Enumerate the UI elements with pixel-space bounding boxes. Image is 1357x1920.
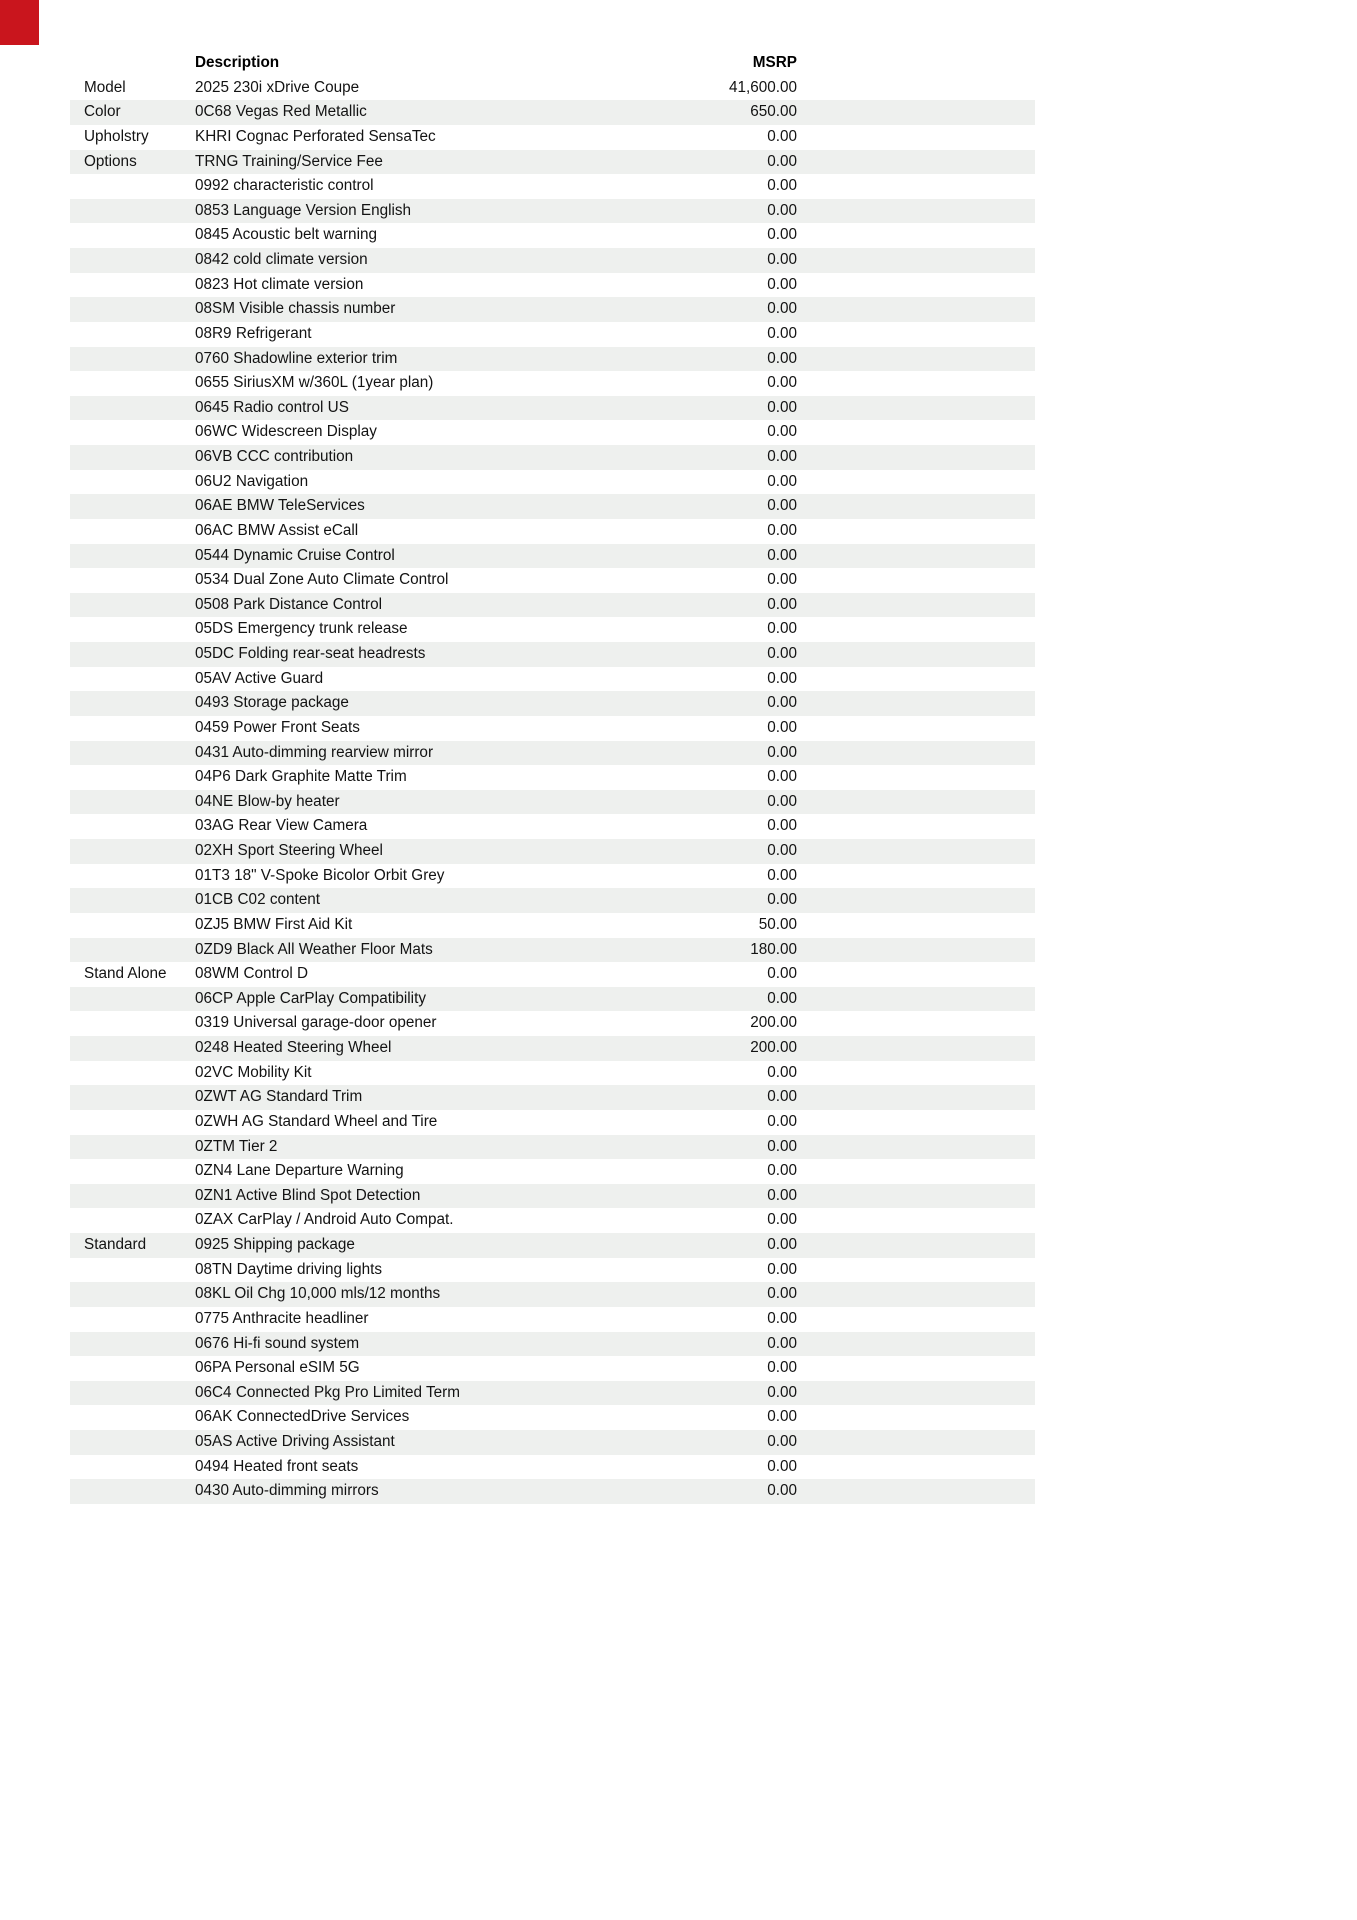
table-row xyxy=(70,1381,1035,1406)
description-cell: 06AE BMW TeleServices xyxy=(195,497,365,515)
table-row xyxy=(70,1455,1035,1480)
table-row xyxy=(70,1479,1035,1504)
table-row xyxy=(70,174,1035,199)
table-row xyxy=(70,1135,1035,1160)
msrp-cell: 0.00 xyxy=(767,275,797,293)
msrp-cell: 0.00 xyxy=(767,595,797,613)
table-row xyxy=(70,814,1035,839)
table-row xyxy=(70,1233,1035,1258)
table-row xyxy=(70,716,1035,741)
description-cell: 04P6 Dark Graphite Matte Trim xyxy=(195,768,407,786)
description-cell: 01CB C02 content xyxy=(195,891,321,909)
msrp-cell: 0.00 xyxy=(767,1186,797,1204)
description-cell: 0992 characteristic control xyxy=(195,177,374,195)
msrp-cell: 0.00 xyxy=(767,546,797,564)
description-cell: 0ZD9 Black All Weather Floor Mats xyxy=(195,940,433,958)
description-cell: 0645 Radio control US xyxy=(195,398,349,416)
msrp-cell: 0.00 xyxy=(767,571,797,589)
vehicle-options-table xyxy=(70,51,1035,1504)
description-cell: 06CP Apple CarPlay Compatibility xyxy=(195,989,426,1007)
table-row xyxy=(70,519,1035,544)
description-cell: 05DC Folding rear-seat headrests xyxy=(195,645,426,662)
category-cell: Standard xyxy=(84,1236,147,1253)
description-cell: 0459 Power Front Seats xyxy=(195,718,360,736)
description-cell: 0676 Hi-fi sound system xyxy=(195,1334,360,1352)
table-row xyxy=(70,938,1035,963)
description-cell: 03AG Rear View Camera xyxy=(195,817,368,835)
description-cell: 0248 Heated Steering Wheel xyxy=(195,1039,392,1056)
table-row xyxy=(70,347,1035,372)
table-row xyxy=(70,1036,1035,1061)
table-row xyxy=(70,1430,1035,1455)
category-cell: Options xyxy=(84,152,137,170)
description-cell: 0534 Dual Zone Auto Climate Control xyxy=(195,571,449,589)
table-row xyxy=(70,544,1035,569)
table-row xyxy=(70,593,1035,618)
msrp-cell: 0.00 xyxy=(767,1309,797,1327)
description-cell: 05DS Emergency trunk release xyxy=(195,620,408,638)
msrp-cell: 0.00 xyxy=(767,1359,797,1377)
table-row xyxy=(70,494,1035,519)
msrp-cell: 0.00 xyxy=(767,891,797,909)
msrp-cell: 0.00 xyxy=(767,201,797,219)
msrp-cell: 0.00 xyxy=(767,1334,797,1352)
table-row xyxy=(70,790,1035,815)
description-cell: 0ZWH AG Standard Wheel and Tire xyxy=(195,1112,438,1130)
description-cell: 06PA Personal eSIM 5G xyxy=(195,1359,360,1377)
msrp-cell: 41,600.00 xyxy=(728,78,797,96)
description-cell: 0842 cold climate version xyxy=(195,251,368,268)
table-row xyxy=(70,76,1035,101)
table-row xyxy=(70,1110,1035,1135)
table-row xyxy=(70,741,1035,766)
msrp-cell: 0.00 xyxy=(767,1260,797,1278)
msrp-cell: 0.00 xyxy=(767,300,797,318)
description-cell: 0494 Heated front seats xyxy=(195,1457,359,1475)
msrp-cell: 0.00 xyxy=(767,521,797,539)
table-row xyxy=(70,962,1035,987)
table-row xyxy=(70,1159,1035,1184)
msrp-cell: 0.00 xyxy=(767,472,797,490)
msrp-cell: 0.00 xyxy=(767,1236,797,1253)
msrp-cell: 0.00 xyxy=(767,374,797,392)
table-row xyxy=(70,100,1035,125)
description-cell: 05AV Active Guard xyxy=(195,669,324,687)
msrp-cell: 0.00 xyxy=(767,1211,797,1229)
description-cell: 0775 Anthracite headliner xyxy=(195,1309,369,1327)
msrp-cell: 0.00 xyxy=(767,398,797,416)
msrp-cell: 0.00 xyxy=(767,965,797,983)
msrp-cell: 0.00 xyxy=(767,1112,797,1130)
table-row xyxy=(70,667,1035,692)
msrp-cell: 0.00 xyxy=(767,349,797,367)
msrp-cell: 0.00 xyxy=(767,497,797,515)
msrp-cell: 0.00 xyxy=(767,768,797,786)
description-cell: 0ZN1 Active Blind Spot Detection xyxy=(195,1186,421,1204)
table-row xyxy=(70,913,1035,938)
description-cell: 0ZWT AG Standard Trim xyxy=(195,1088,363,1106)
table-row xyxy=(70,396,1035,421)
table-row xyxy=(70,864,1035,889)
table-row xyxy=(70,1307,1035,1332)
msrp-cell: 0.00 xyxy=(767,866,797,884)
table-row xyxy=(70,1208,1035,1233)
msrp-cell: 0.00 xyxy=(767,817,797,835)
description-cell: 0493 Storage package xyxy=(195,694,349,712)
table-row xyxy=(70,371,1035,396)
msrp-cell: 650.00 xyxy=(750,103,797,121)
msrp-cell: 0.00 xyxy=(767,842,797,859)
table-row xyxy=(70,420,1035,445)
category-cell: Stand Alone xyxy=(84,965,167,983)
msrp-cell: 200.00 xyxy=(750,1014,797,1032)
msrp-cell: 0.00 xyxy=(767,423,797,441)
table-row xyxy=(70,248,1035,273)
description-cell: 0508 Park Distance Control xyxy=(195,595,383,613)
table-row xyxy=(70,470,1035,495)
msrp-cell: 200.00 xyxy=(750,1039,797,1056)
description-cell: 06VB CCC contribution xyxy=(195,448,354,465)
msrp-cell: 0.00 xyxy=(767,1088,797,1106)
table-row xyxy=(70,1258,1035,1283)
msrp-cell: 0.00 xyxy=(767,177,797,195)
description-cell: 0ZJ5 BMW First Aid Kit xyxy=(195,915,353,933)
table-row xyxy=(70,150,1035,175)
description-cell: 0655 SiriusXM w/360L (1year plan) xyxy=(195,374,434,392)
table-row xyxy=(70,223,1035,248)
msrp-cell: 0.00 xyxy=(767,324,797,342)
description-cell: 06WC Widescreen Display xyxy=(195,423,377,441)
description-cell: TRNG Training/Service Fee xyxy=(195,152,383,170)
table-row xyxy=(70,691,1035,716)
msrp-cell: 0.00 xyxy=(767,1433,797,1450)
description-cell: 0925 Shipping package xyxy=(195,1236,355,1253)
msrp-cell: 0.00 xyxy=(767,251,797,268)
description-cell: 2025 230i xDrive Coupe xyxy=(195,78,360,96)
table-row xyxy=(70,888,1035,913)
msrp-cell: 0.00 xyxy=(767,1137,797,1155)
table-body xyxy=(70,76,1035,1504)
description-cell: 02XH Sport Steering Wheel xyxy=(195,842,383,859)
category-cell: Model xyxy=(84,78,126,96)
msrp-column-header: MSRP xyxy=(752,54,797,71)
table-row xyxy=(70,273,1035,298)
table-row xyxy=(70,1356,1035,1381)
description-cell: 0760 Shadowline exterior trim xyxy=(195,349,398,367)
table-row xyxy=(70,1405,1035,1430)
table-row xyxy=(70,297,1035,322)
description-cell: 08R9 Refrigerant xyxy=(195,324,312,342)
description-cell: 06U2 Navigation xyxy=(195,472,309,490)
description-cell: 06C4 Connected Pkg Pro Limited Term xyxy=(195,1383,460,1401)
category-cell: Upholstry xyxy=(84,127,149,145)
msrp-cell: 0.00 xyxy=(767,1482,797,1500)
table-row xyxy=(70,1332,1035,1357)
description-cell: 08KL Oil Chg 10,000 mls/12 months xyxy=(195,1285,441,1303)
description-cell: 06AC BMW Assist eCall xyxy=(195,521,359,539)
description-cell: 04NE Blow-by heater xyxy=(195,792,340,810)
description-cell: 08SM Visible chassis number xyxy=(195,300,396,318)
msrp-cell: 0.00 xyxy=(767,226,797,244)
msrp-cell: 0.00 xyxy=(767,694,797,712)
table-row xyxy=(70,765,1035,790)
msrp-cell: 50.00 xyxy=(758,915,797,933)
description-cell: 0544 Dynamic Cruise Control xyxy=(195,546,395,564)
description-cell: 0ZAX CarPlay / Android Auto Compat. xyxy=(195,1211,454,1229)
msrp-cell: 0.00 xyxy=(767,152,797,170)
red-corner-mark xyxy=(0,0,39,45)
msrp-cell: 0.00 xyxy=(767,1162,797,1180)
msrp-cell: 0.00 xyxy=(767,645,797,662)
table-row xyxy=(70,1061,1035,1086)
description-cell: 08TN Daytime driving lights xyxy=(195,1260,383,1278)
description-column-header: Description xyxy=(195,54,280,71)
description-cell: 0853 Language Version English xyxy=(195,201,412,219)
description-cell: 08WM Control D xyxy=(195,965,309,983)
description-cell: 0431 Auto-dimming rearview mirror xyxy=(195,743,434,761)
msrp-cell: 0.00 xyxy=(767,669,797,687)
msrp-cell: 0.00 xyxy=(767,792,797,810)
table-row xyxy=(70,445,1035,470)
description-cell: 0319 Universal garage-door opener xyxy=(195,1014,437,1032)
msrp-cell: 0.00 xyxy=(767,1457,797,1475)
table-header-row xyxy=(70,51,1035,76)
description-cell: 01T3 18" V-Spoke Bicolor Orbit Grey xyxy=(195,866,445,884)
description-cell: 0ZN4 Lane Departure Warning xyxy=(195,1162,404,1180)
table-row xyxy=(70,987,1035,1012)
msrp-cell: 0.00 xyxy=(767,989,797,1007)
table-row xyxy=(70,642,1035,667)
description-cell: 02VC Mobility Kit xyxy=(195,1063,312,1081)
table-row xyxy=(70,1085,1035,1110)
msrp-cell: 0.00 xyxy=(767,448,797,465)
table-row xyxy=(70,568,1035,593)
description-cell: KHRI Cognac Perforated SensaTec xyxy=(195,127,436,145)
description-cell: 0430 Auto-dimming mirrors xyxy=(195,1482,379,1500)
msrp-cell: 0.00 xyxy=(767,127,797,145)
table-row xyxy=(70,1184,1035,1209)
table-row xyxy=(70,125,1035,150)
table-row xyxy=(70,839,1035,864)
table-row xyxy=(70,322,1035,347)
msrp-cell: 180.00 xyxy=(750,940,797,958)
table-row xyxy=(70,199,1035,224)
msrp-cell: 0.00 xyxy=(767,1408,797,1426)
description-cell: 0C68 Vegas Red Metallic xyxy=(195,103,367,121)
msrp-cell: 0.00 xyxy=(767,620,797,638)
table-row xyxy=(70,1011,1035,1036)
msrp-cell: 0.00 xyxy=(767,718,797,736)
description-cell: 0823 Hot climate version xyxy=(195,275,364,293)
description-cell: 0845 Acoustic belt warning xyxy=(195,226,377,244)
msrp-cell: 0.00 xyxy=(767,1285,797,1303)
msrp-cell: 0.00 xyxy=(767,1063,797,1081)
description-cell: 0ZTM Tier 2 xyxy=(195,1137,278,1155)
msrp-cell: 0.00 xyxy=(767,743,797,761)
msrp-cell: 0.00 xyxy=(767,1383,797,1401)
description-cell: 06AK ConnectedDrive Services xyxy=(195,1408,410,1426)
description-cell: 05AS Active Driving Assistant xyxy=(195,1433,395,1450)
category-cell: Color xyxy=(84,103,121,121)
table-row xyxy=(70,1282,1035,1307)
table-row xyxy=(70,617,1035,642)
